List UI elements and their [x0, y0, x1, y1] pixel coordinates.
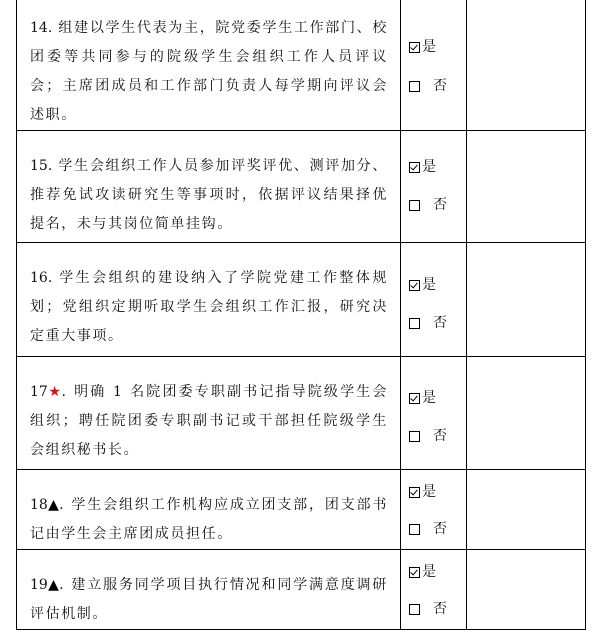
item-cell: [17, 243, 401, 357]
checkbox-checked[interactable]: [409, 393, 420, 404]
item-description: 学生会组织的建设纳入了学院党建工作整体规划；党组织定期听取学生会组织工作汇报，研究决定重大事项。: [30, 270, 388, 344]
note-cell: [467, 131, 586, 243]
item-text: [17, 131, 400, 239]
option-no-label: 否: [433, 601, 447, 617]
option-yes-label: 是: [422, 39, 436, 55]
item-text: [17, 0, 400, 130]
option-yes-label: 是: [422, 564, 436, 580]
table-row: [17, 0, 586, 131]
option-yes[interactable]: [409, 277, 436, 293]
checkbox-unchecked[interactable]: [409, 604, 420, 615]
option-yes-label: 是: [422, 159, 436, 175]
checkbox-checked[interactable]: [409, 162, 420, 173]
checkbox-checked[interactable]: [409, 42, 420, 53]
note-cell: [467, 470, 586, 550]
item-description: . 明确 1 名院团委专职副书记指导院级学生会组织；聘任院团委专职副书记或干部担任院级学生会组织秘书长。: [30, 384, 388, 458]
check-cell: [401, 243, 467, 357]
option-yes-label: 是: [422, 484, 436, 500]
checkbox-checked[interactable]: [409, 567, 420, 578]
star-mark-icon: ★: [47, 384, 62, 400]
option-no-label: 否: [433, 197, 447, 213]
checkbox-unchecked[interactable]: [409, 318, 420, 329]
item-description: . 学生会组织工作机构应成立团支部，团支部书记由学生会主席团成员担任。: [30, 497, 388, 542]
option-yes[interactable]: [409, 159, 436, 175]
checkbox-unchecked[interactable]: [409, 431, 420, 442]
table-row: [17, 470, 586, 550]
item-cell: [17, 550, 401, 630]
checklist-table: [16, 0, 586, 630]
item-number: 15.: [30, 158, 53, 174]
check-cell: [401, 131, 467, 243]
checkbox-unchecked[interactable]: [409, 200, 420, 211]
option-no-label: 否: [433, 428, 447, 444]
option-no[interactable]: [409, 428, 447, 444]
option-no[interactable]: [409, 601, 447, 617]
check-cell: [401, 357, 467, 470]
note-cell: [467, 357, 586, 470]
check-cell: [401, 0, 467, 131]
item-text: [17, 243, 400, 351]
note-cell: [467, 550, 586, 630]
item-cell: [17, 470, 401, 550]
option-yes[interactable]: [409, 564, 436, 580]
checkbox-unchecked[interactable]: [409, 81, 420, 92]
item-number: 19: [30, 577, 48, 593]
item-number: 14.: [30, 20, 53, 36]
check-cell: [401, 550, 467, 630]
option-yes[interactable]: [409, 390, 436, 406]
checkbox-checked[interactable]: [409, 487, 420, 498]
item-cell: [17, 357, 401, 470]
checkbox-checked[interactable]: [409, 280, 420, 291]
table-row: [17, 243, 586, 357]
checkbox-unchecked[interactable]: [409, 524, 420, 535]
item-number: 16.: [30, 270, 53, 286]
item-number: 17: [30, 384, 48, 400]
item-description: 组建以学生代表为主，院党委学生工作部门、校团委等共同参与的院级学生会组织工作人员评议会；主席团成员和工作部门负责人每学期向评议会述职。: [30, 20, 388, 123]
table-row: [17, 131, 586, 243]
note-cell: [467, 243, 586, 357]
table-row: [17, 357, 586, 470]
check-cell: [401, 470, 467, 550]
item-cell: [17, 131, 401, 243]
triangle-mark-icon: ▲: [47, 497, 60, 513]
table-row: [17, 550, 586, 630]
item-number: 18: [30, 497, 48, 513]
item-text: [17, 550, 400, 629]
option-yes-label: 是: [422, 277, 436, 293]
option-yes[interactable]: [409, 484, 436, 500]
item-text: [17, 470, 400, 549]
item-description: . 建立服务同学项目执行情况和同学满意度调研评估机制。: [30, 577, 388, 622]
option-no-label: 否: [433, 521, 447, 537]
option-no[interactable]: [409, 315, 447, 331]
option-no-label: 否: [433, 78, 447, 94]
option-yes-label: 是: [422, 390, 436, 406]
triangle-mark-icon: ▲: [47, 577, 60, 593]
option-yes[interactable]: [409, 39, 436, 55]
option-no[interactable]: [409, 521, 447, 537]
option-no[interactable]: [409, 197, 447, 213]
item-description: 学生会组织工作人员参加评奖评优、测评加分、推荐免试攻读研究生等事项时，依据评议结果择优提名，未与其岗位简单挂钩。: [30, 158, 388, 232]
option-no-label: 否: [433, 315, 447, 331]
item-cell: [17, 0, 401, 131]
option-no[interactable]: [409, 78, 447, 94]
item-text: [17, 357, 400, 465]
note-cell: [467, 0, 586, 131]
